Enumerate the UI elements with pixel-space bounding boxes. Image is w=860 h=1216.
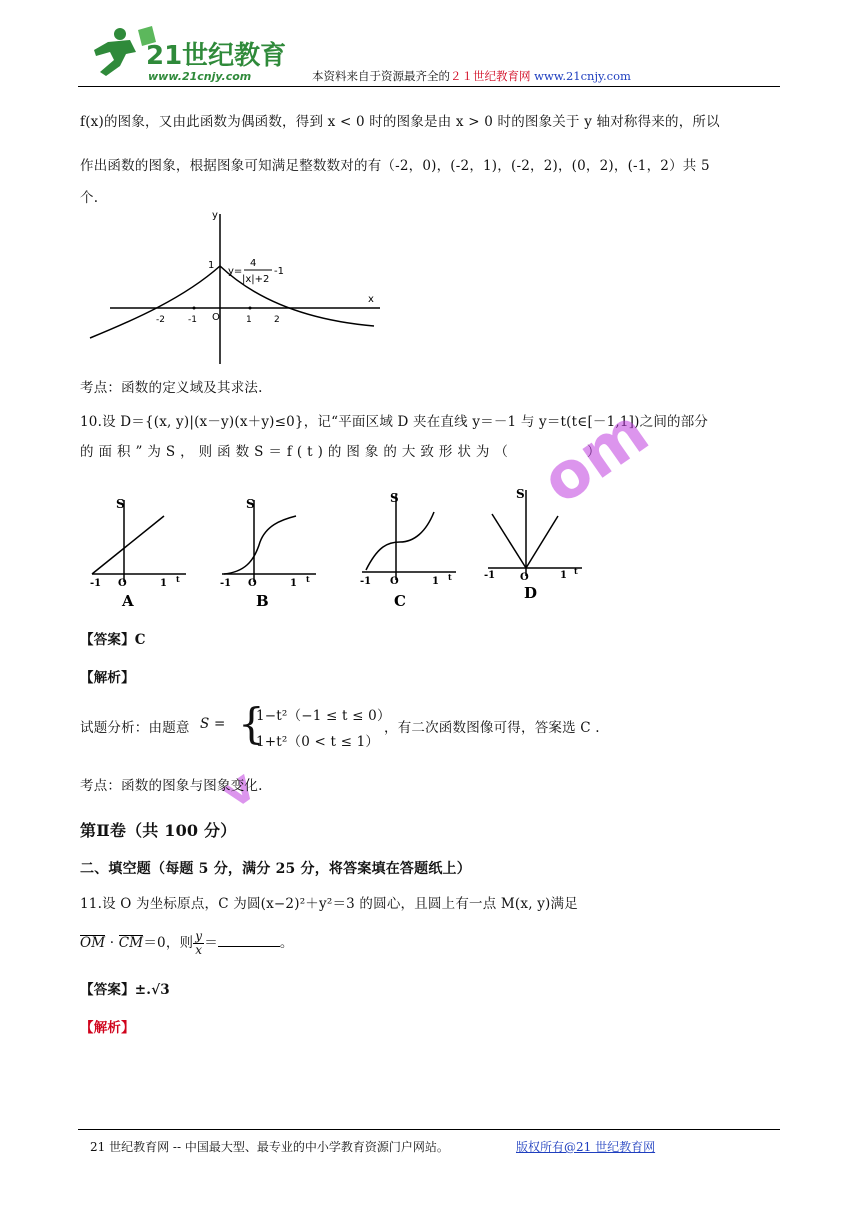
svg-text:-1: -1 [484,570,496,581]
svg-text:t: t [306,574,310,584]
formula-rhs: -1 [274,266,284,277]
header-note-prefix: 本资料来自于资源最齐全的 [312,69,450,83]
watermark-2: v [211,760,265,819]
svg-text:-1: -1 [90,578,102,589]
tick-1: 1 [246,315,252,325]
footer-copyright-link[interactable]: 版权所有@21 世纪教育网 [516,1140,656,1154]
piece-1: 1−t²（−1 ≤ t ≤ 0） [256,708,391,724]
svg-text:O: O [520,572,529,583]
vector-om: OM [80,935,106,951]
analysis-prefix: 试题分析：由题意 [80,720,190,736]
svg-text:t: t [176,574,180,584]
kaodian-2: 考点：函数的图象与图象变化. [80,778,263,794]
svg-text:1: 1 [290,578,297,589]
svg-text:-1: -1 [360,576,372,587]
header-note-url[interactable]: www.21cnjy.com [534,69,631,83]
svg-text:t: t [448,572,452,582]
header-note-site: ２１世纪教育网 [450,69,531,83]
section-title: 第Ⅱ卷（共 100 分） [80,821,237,840]
tick-neg2: -2 [156,315,165,325]
svg-text:1: 1 [560,570,567,581]
q11-line-2: OM · CM＝0，则 $\frac{y}{x}$ ＝ 。 [80,929,294,957]
formula-num: 4 [250,258,257,269]
svg-text:O: O [390,576,399,587]
kaodian-1: 考点：函数的定义域及其求法. [80,380,263,396]
svg-text:1: 1 [160,578,167,589]
svg-text:O: O [118,578,127,589]
y-label: y [212,210,218,221]
svg-text:t: t [574,566,578,576]
fraction-y-over-x: $\frac{y}{x}$ [195,929,203,957]
logo-url: www.21cnjy.com [148,70,252,83]
analysis-suffix: ，有二次函数图像可得，答案选 C . [384,720,600,736]
watermark-1: om [528,394,662,520]
q11-line-1: 11.设 O 为坐标原点，C 为圆(x−2)²＋y²＝3 的圆心，且圆上有一点 M(x, y)满足 [80,896,578,912]
choice-b-graph[interactable] [214,486,324,610]
svg-text:S: S [516,487,525,501]
tick-neg1: -1 [188,315,197,325]
curve-left [90,266,220,338]
body-line-1: f(x)的图象，又由此函数为偶函数，得到 x < 0 时的图象是由 x > 0 时的图象关于 y 轴对称得来的，所以 [80,114,720,130]
answer-11: 【答案】±.√3 [80,982,170,998]
tick-2: 2 [274,315,280,325]
answer-blank[interactable] [218,934,280,947]
section-2-title: 二、填空题（每题 5 分，满分 25 分，将答案填在答题纸上） [80,861,471,877]
footer-text: 21 世纪教育网 -- 中国最大型、最专业的中小学教育资源门户网站。 [90,1140,449,1154]
choice-c-graph[interactable] [354,480,464,610]
y-tick-1: 1 [208,260,215,271]
analysis-s: S = [200,716,226,732]
svg-text:1: 1 [432,576,439,587]
body-line-2: 作出函数的图象，根据图象可知满足整数数对的有（-2，0)，(-2，1)，(-2，2)，(0，2)，(-1，2）共 5 [80,158,710,174]
piecewise-brace: { [238,699,265,748]
svg-text:S: S [246,497,255,511]
q10-line-2: 的面积”为S，则函数S＝f(t)的图象的大致形状为（ ） [80,444,606,460]
choice-a-label: A [122,592,134,610]
function-graph [84,208,384,368]
formula-den: |x|+2 [242,274,270,285]
choice-d-label: D [524,584,538,602]
site-logo [86,22,306,84]
jiexi-10: 【解析】 [80,670,135,686]
choice-a-graph[interactable] [84,486,194,610]
svg-text:S: S [390,491,399,505]
answer-10: 【答案】C [80,632,146,648]
vector-cm: CM [118,935,144,951]
svg-text:O: O [248,578,257,589]
piece-2: 1+t²（0 < t ≤ 1） [256,734,380,750]
choice-c-label: C [394,592,406,610]
body-line-3: 个. [80,190,99,206]
jiexi-11: 【解析】 [80,1020,135,1036]
header-note [312,68,631,84]
header-divider [78,86,780,87]
svg-text:S: S [116,497,125,511]
footer-divider [78,1129,780,1130]
svg-text:-1: -1 [220,578,232,589]
choice-b-label: B [256,592,269,610]
x-label: x [368,294,374,305]
tick-origin: O [212,312,220,323]
q10-line-1: 10.设 D＝{(x, y)|(x－y)(x＋y)≤0}，记“平面区域 D 夹在直线 y＝－1 与 y＝t(t∈[－1,1])之间的部分 [80,414,709,430]
logo-text: 21世纪教育 [146,41,287,71]
formula-lhs: y= [228,266,243,277]
